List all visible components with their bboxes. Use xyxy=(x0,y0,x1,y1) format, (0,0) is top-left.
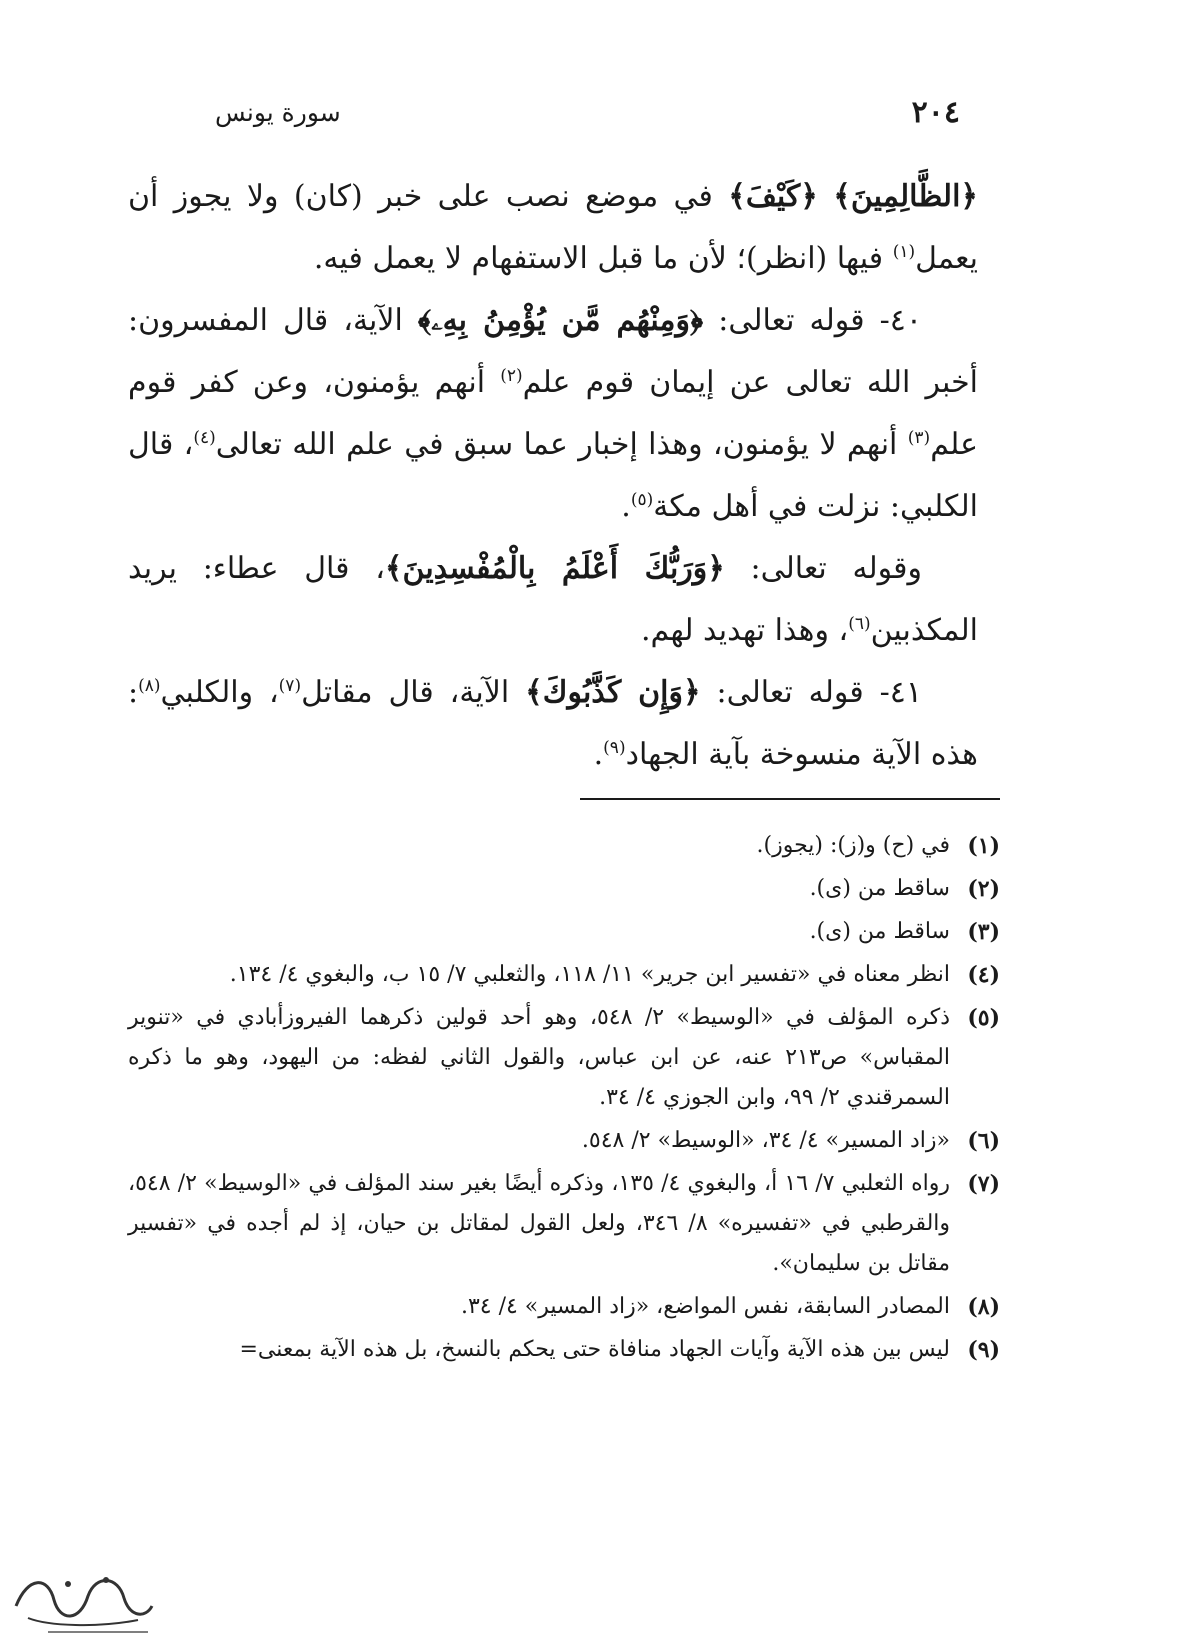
footnote-text: «زاد المسير» ٤/ ٣٤، «الوسيط» ٢/ ٥٤٨. xyxy=(581,1128,950,1153)
footnote-number: (٥) xyxy=(967,1005,1000,1031)
paragraph-4 xyxy=(128,662,978,786)
paragraph-text: فيها (انظر)؛ لأن ما قبل الاستفهام لا يعمل فيه. xyxy=(313,241,893,276)
footnote-text: انظر معناه في «تفسير ابن جرير» ١١/ ١١٨، والثعلبي ٧/ ١٥ ب، والبغوي ٤/ ١٣٤. xyxy=(229,962,950,987)
footnote-item xyxy=(128,869,1000,909)
footnote-marker[interactable]: (٩) xyxy=(603,738,626,758)
quran-quote: ﴿وَرَبُّكَ أَعْلَمُ بِالْمُفْسِدِينَ﴾ xyxy=(384,551,725,586)
quran-quote: ﴿وَإِن كَذَّبُوكَ﴾ xyxy=(525,675,701,710)
paragraph-text: ، قال الكلبي: نزلت في أهل مكة xyxy=(128,427,978,524)
footnote-item xyxy=(128,1121,1000,1161)
paragraph-text: أنهم لا يؤمنون، وهذا إخبار عما سبق في علم الله تعالى xyxy=(215,427,908,462)
page-number: ٢٠٤ xyxy=(911,94,960,130)
footnote-number: (٧) xyxy=(967,1171,1000,1197)
footnote-marker[interactable]: (٢) xyxy=(500,366,523,386)
footnote-marker[interactable]: (٤) xyxy=(193,428,216,448)
paragraph-text: الآية، قال مقاتل xyxy=(301,675,526,710)
footnote-item xyxy=(128,826,1000,866)
paragraph-text: الآية، قال المفسرون: أخبر الله تعالى عن إيمان قوم علم xyxy=(128,303,978,400)
footnote-text: في (ح) و(ز): (يجوز). xyxy=(756,833,950,858)
footnote-marker[interactable]: (٦) xyxy=(848,614,871,634)
surah-title: سورة يونس xyxy=(215,97,341,127)
footnote-number: (٩) xyxy=(967,1337,1000,1363)
footnote-number: (٦) xyxy=(967,1128,1000,1154)
footnote-item xyxy=(128,1287,1000,1327)
footnote-item xyxy=(128,998,1000,1118)
footnote-marker[interactable]: (١) xyxy=(892,242,916,262)
paragraph-text: ، قال عطاء: يريد المكذبين xyxy=(128,551,978,648)
paragraph-text: في موضع نصب على خبر (كان) ولا يجوز أن يعمل xyxy=(128,179,978,276)
running-head xyxy=(215,92,960,132)
paragraph-2 xyxy=(128,290,978,538)
footnote-item xyxy=(128,912,1000,952)
footnote-number: (٣) xyxy=(967,919,1000,945)
footnote-number: (٨) xyxy=(967,1294,1000,1320)
paragraph-text: ، وهذا تهديد لهم. xyxy=(641,613,849,648)
footnote-number: (٢) xyxy=(967,876,1000,902)
footnote-text: المصادر السابقة، نفس المواضع، «زاد المسير» ٤/ ٣٤. xyxy=(460,1294,950,1319)
footnote-divider xyxy=(580,798,1000,800)
main-text xyxy=(128,166,978,786)
footnote-number: (١) xyxy=(967,833,1000,859)
quran-quote: ﴿الظَّالِمِينَ﴾ xyxy=(833,179,978,214)
library-stamp-logo xyxy=(8,1566,158,1638)
verse-lead: ٤٠- قوله تعالى: xyxy=(703,303,923,338)
footnote-text: ساقط من (ى). xyxy=(809,919,950,944)
footnote-item xyxy=(128,955,1000,995)
footnote-item xyxy=(128,1164,1000,1284)
footnote-text: ذكره المؤلف في «الوسيط» ٢/ ٥٤٨، وهو أحد قولين ذكرهما الفيروزأبادي في «تنوير المقباس» ص٢١٣ عنه، عن ابن عباس، والقول الثاني لفظه: من اليهود، وهو ما ذكره السمرقندي ٢/ ٩٩، وابن الجوزي ٤/ ٣٤. xyxy=(128,1005,950,1110)
quran-quote: ﴿كَيْفَ﴾ xyxy=(728,179,818,214)
footnote-text: ليس بين هذه الآية وآيات الجهاد منافاة حتى يحكم بالنسخ، بل هذه الآية بمعنى= xyxy=(239,1337,950,1362)
paragraph-text: ، والكلبي xyxy=(160,675,279,710)
quran-quote: ﴿وَمِنْهُم مَّن يُؤْمِنُ بِهِۦ﴾ xyxy=(417,303,704,338)
footnote-marker[interactable]: (٥) xyxy=(630,490,654,510)
paragraph-3 xyxy=(128,538,978,662)
footnote-marker[interactable]: (٣) xyxy=(907,428,931,448)
paragraph-text: : هذه الآية منسوخة بآية الجهاد xyxy=(128,675,978,772)
verse-lead: وقوله تعالى: xyxy=(724,551,923,586)
verse-lead: ٤١- قوله تعالى: xyxy=(700,675,923,710)
paragraph-1 xyxy=(128,166,978,290)
footnote-text: ساقط من (ى). xyxy=(809,876,950,901)
footnote-marker[interactable]: (٧) xyxy=(278,676,302,696)
paragraph-text: . xyxy=(593,737,604,772)
footnote-marker[interactable]: (٨) xyxy=(138,676,161,696)
footnote-item xyxy=(128,1330,1000,1370)
footnote-number: (٤) xyxy=(967,962,1000,988)
paragraph-text: أنهم يؤمنون، وعن كفر قوم علم xyxy=(128,365,978,462)
paragraph-text: . xyxy=(621,489,631,524)
footnote-text: رواه الثعلبي ٧/ ١٦ أ، والبغوي ٤/ ١٣٥، وذكره أيضًا بغير سند المؤلف في «الوسيط» ٢/ ٥٤٨، والقرطبي في «تفسيره» ٨/ ٣٤٦، ولعل القول لمقاتل بن حيان، إذ لم أجده في «تفسير مقاتل بن سليمان». xyxy=(128,1171,951,1276)
footnotes xyxy=(128,826,1000,1373)
